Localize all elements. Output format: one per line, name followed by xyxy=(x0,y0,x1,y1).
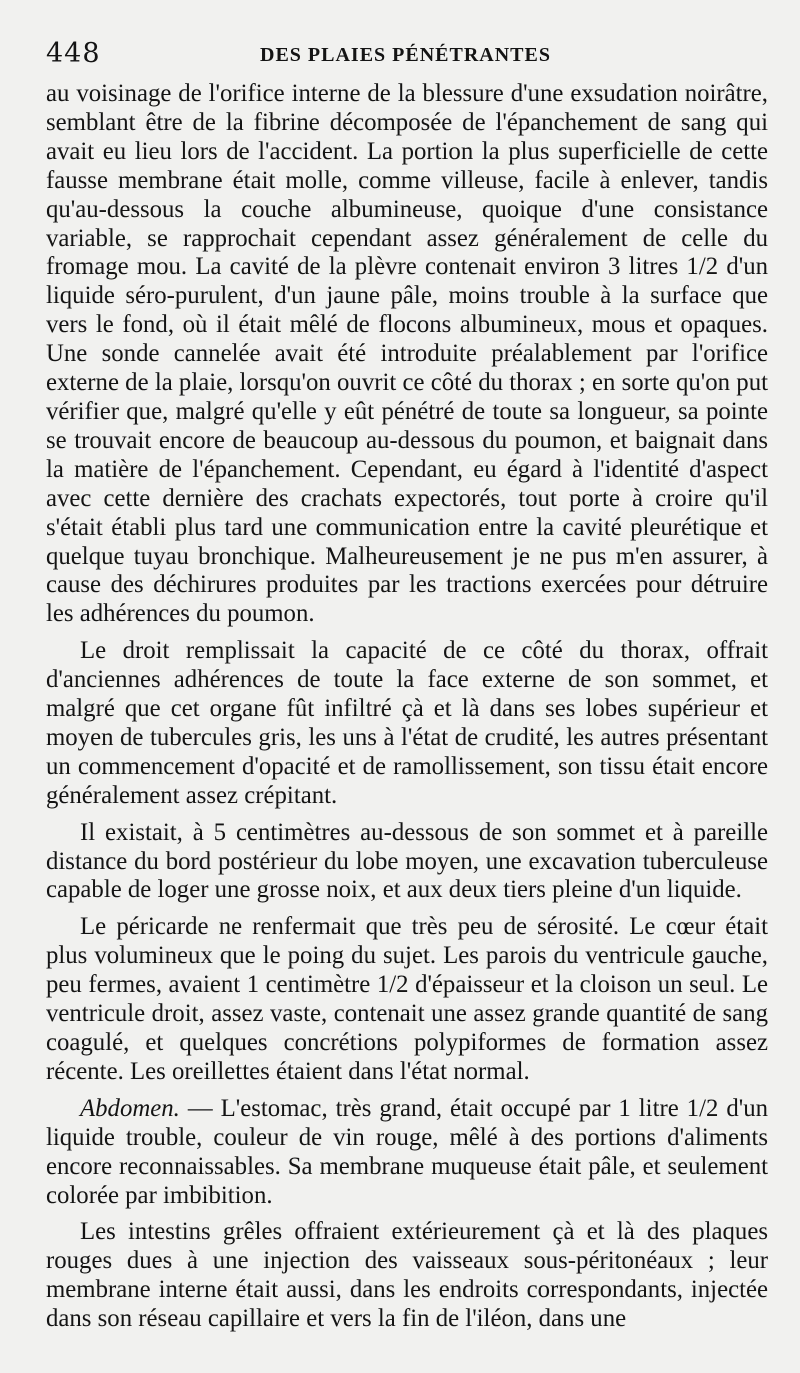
paragraph-pericardium xyxy=(46,913,768,1086)
paragraph-text: Le péricarde ne renfermait que très peu de sérosité. Le cœur était plus volumineux que le poing du sujet. Les parois du ventricule gauche, peu fermes, avaient 1 centimètre 1/2 d'épaisseur et la cloison un seul. Le ventricule droit, assez vaste, contenait une assez grande quantité de sang coagulé, et quelques concrétions polypiformes de formation assez récente. Les oreillettes étaient dans l'état normal. xyxy=(46,913,768,1085)
paragraph-text: Le droit remplissait la capacité de ce côté du thorax, offrait d'anciennes adhérences de toute la face externe de son sommet, et malgré que cet organe fût infiltré çà et là dans ses lobes supérieur et moyen de tubercules gris, les uns à l'état de crudité, les autres présentant un commencement d'opacité et de ramollissement, son tissu était encore généralement assez crépitant. xyxy=(46,637,768,809)
paragraph-pleural-cavity xyxy=(46,80,768,629)
section-lead-abdomen: Abdomen. xyxy=(80,1094,180,1122)
paragraph-text: — L'estomac, très grand, était occupé par 1 litre 1/2 d'un liquide trouble, couleur de vin rouge, mêlé à des portions d'aliments encore reconnaissables. Sa membrane muqueuse était pâle, et seulement colorée par imbibition. xyxy=(46,1094,768,1209)
paragraph-excavation xyxy=(46,819,768,906)
body-text xyxy=(46,80,768,1334)
paragraph-text: Les intestins grêles offraient extérieurement çà et là des plaques rouges dues à une injection des vaisseaux sous-péritonéaux ; leur membrane interne était aussi, dans les endroits correspondants, injectée dans son réseau capillaire et vers la fin de l'iléon, dans une xyxy=(46,1218,768,1333)
running-title: DES PLAIES PÉNÉTRANTES xyxy=(260,44,551,66)
paragraph-intestines xyxy=(46,1218,768,1334)
page-number: 448 xyxy=(46,38,101,69)
paragraph-abdomen xyxy=(46,1095,768,1211)
paragraph-right-lung xyxy=(46,637,768,810)
paragraph-text: au voisinage de l'orifice interne de la blessure d'une exsudation noirâtre, semblant être de la fibrine décomposée de l'épanchement de sang qui avait eu lieu lors de l'accident. La portion la plus superficielle de cette fausse membrane était molle, comme villeuse, facile à enlever, tandis qu'au-dessous la couche albumineuse, quoique d'une consistance variable, se rapprochait cependant assez généralement de celle du fromage mou. La cavité de la plèvre contenait environ 3 litres 1/2 d'un liquide séro-purulent, d'un jaune pâle, moins trouble à la surface que vers le fond, où il était mêlé de flocons albumineux, mous et opaques. Une sonde cannelée avait été introduite préalablement par l'orifice externe de la plaie, lorsqu'on ouvrit ce côté du thorax ; en sorte qu'on put vérifier que, malgré qu'elle y eût pénétré de toute sa longueur, sa pointe se trouvait encore de beaucoup au-dessous du poumon, et baignait dans la matière de l'épanchement. Cependant, eu égard à l'identité d'aspect avec cette dernière des crachats expectorés, tout porte à croire qu'il s'était établi plus tard une communication entre la cavité pleurétique et quelque tuyau bronchique. Malheureusement je ne pus m'en assurer, à cause des déchirures produites par les tractions exercées pour détruire les adhérences du poumon. xyxy=(46,80,768,628)
paragraph-text: Il existait, à 5 centimètres au-dessous de son sommet et à pareille distance du bord postérieur du lobe moyen, une excavation tuberculeuse capable de loger une grosse noix, et aux deux tiers pleine d'un liquide. xyxy=(46,818,768,904)
running-head xyxy=(46,34,768,80)
